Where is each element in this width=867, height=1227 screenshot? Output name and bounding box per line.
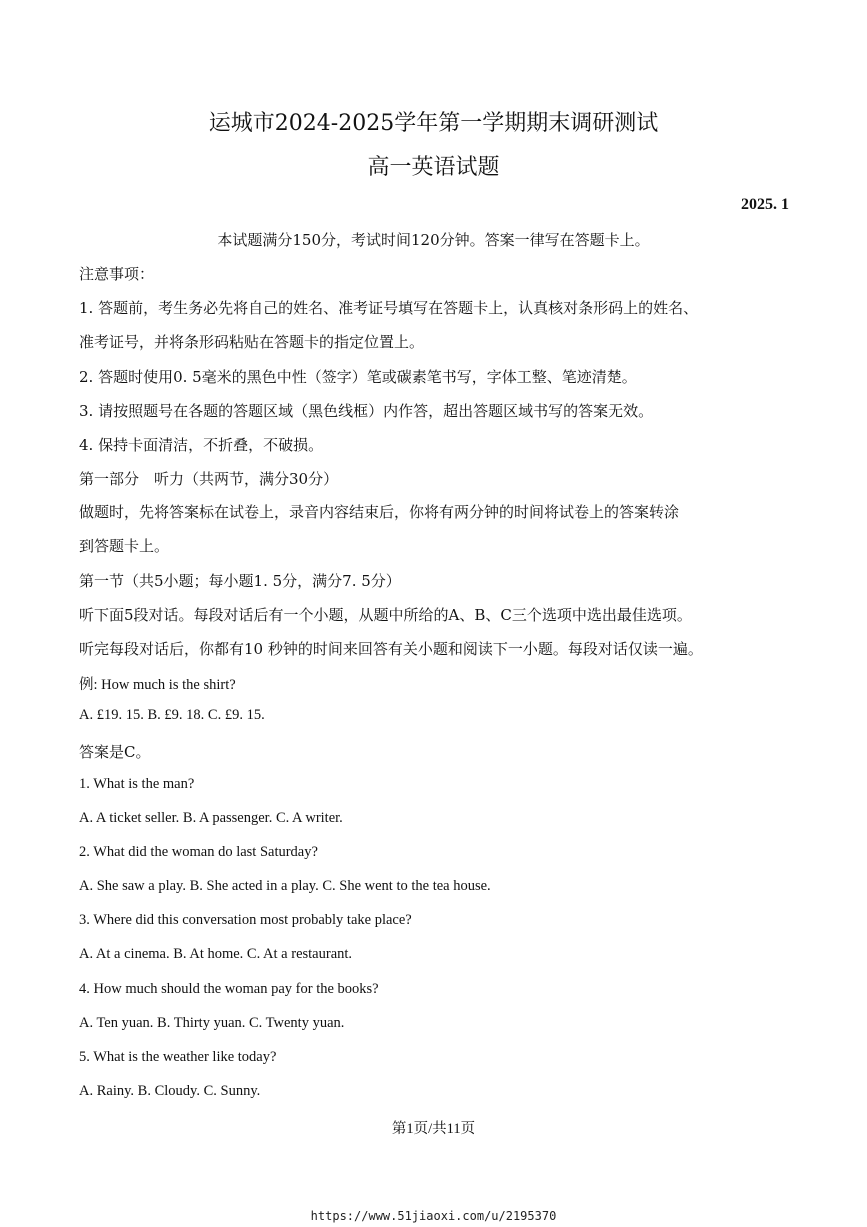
part1-heading: 第一部分 听力（共两节，满分30分） xyxy=(79,470,339,488)
part1-instruction: 做题时，先将答案标在试卷上，录音内容结束后，你将有两分钟的时间将试卷上的答案转涂 xyxy=(79,503,680,521)
note-item: 3. 请按照题号在各题的答题区域（黑色线框）内作答，超出答题区域书写的答案无效。 xyxy=(79,402,654,420)
question-5: 5. What is the weather like today? xyxy=(79,1049,277,1065)
notes-heading: 注意事项： xyxy=(79,265,155,283)
question-2-options: A. She saw a play. B. She acted in a play. C. She went to the tea house. xyxy=(79,878,491,894)
question-1: 1. What is the man? xyxy=(79,776,195,792)
question-5-options: A. Rainy. B. Cloudy. C. Sunny. xyxy=(79,1083,261,1099)
note-item: 1. 答题前，考生务必先将自己的姓名、准考证号填写在答题卡上，认真核对条形码上的姓名、 xyxy=(79,299,699,317)
example-options: A. £19. 15. B. £9. 18. C. £9. 15. xyxy=(79,707,265,723)
example-question: 例: How much is the shirt? xyxy=(79,677,236,693)
page-number: 第1页/共11页 xyxy=(391,1121,476,1137)
question-4: 4. How much should the woman pay for the books? xyxy=(79,981,379,997)
question-1-options: A. A ticket seller. B. A passenger. C. A writer. xyxy=(79,810,343,826)
section1-heading: 第一节（共5小题；每小题1. 5分，满分7. 5分） xyxy=(79,572,401,590)
exam-subtitle: 高一英语试题 xyxy=(367,155,500,180)
part1-instruction: 到答题卡上。 xyxy=(79,537,170,555)
question-4-options: A. Ten yuan. B. Thirty yuan. C. Twenty yuan. xyxy=(79,1015,345,1031)
question-3-options: A. At a cinema. B. At home. C. At a restaurant. xyxy=(79,946,353,962)
example-answer: 答案是C。 xyxy=(79,743,151,761)
section1-instruction: 听完每段对话后，你都有10 秒钟的时间来回答有关小题和阅读下一小题。每段对话仅读一遍。 xyxy=(79,640,703,658)
note-item: 2. 答题时使用0. 5毫米的黑色中性（签字）笔或碳素笔书写，字体工整、笔迹清楚。 xyxy=(79,368,637,386)
exam-title: 运城市2024-2025学年第一学期期末调研测试 xyxy=(208,111,659,136)
note-item: 4. 保持卡面清洁，不折叠，不破损。 xyxy=(79,436,324,454)
question-3: 3. Where did this conversation most probably take place? xyxy=(79,912,412,928)
exam-intro: 本试题满分150分，考试时间120分钟。答案一律写在答题卡上。 xyxy=(217,231,650,249)
question-2: 2. What did the woman do last Saturday? xyxy=(79,844,318,860)
source-url: https://www.51jiaoxi.com/u/2195370 xyxy=(310,1209,557,1223)
section1-instruction: 听下面5段对话。每段对话后有一个小题，从题中所给的A、B、C三个选项中选出最佳选项。 xyxy=(79,606,692,624)
exam-date: 2025. 1 xyxy=(741,196,789,213)
note-item: 准考证号，并将条形码粘贴在答题卡的指定位置上。 xyxy=(79,333,425,351)
